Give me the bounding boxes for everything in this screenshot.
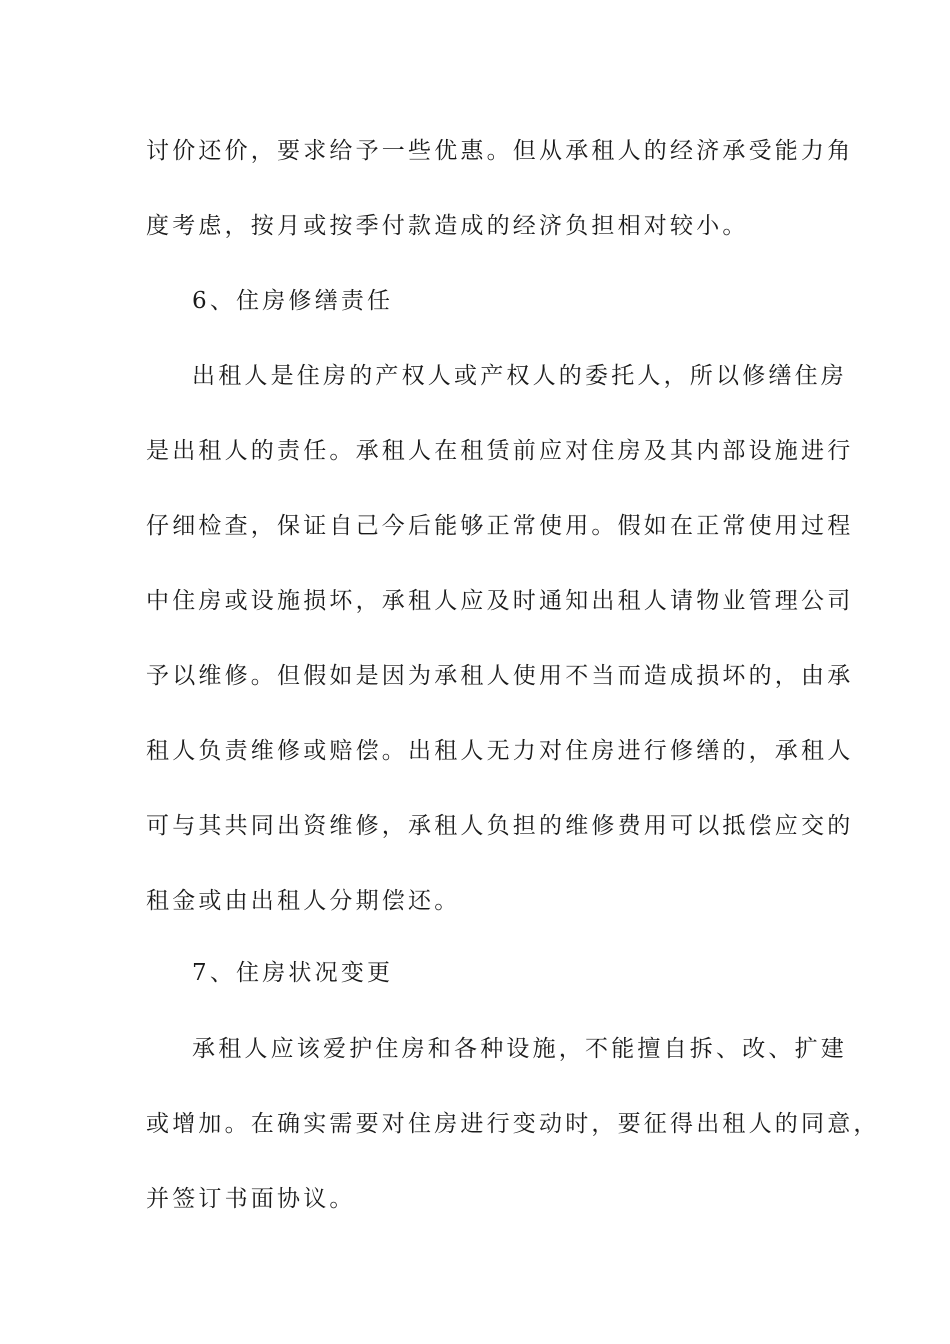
paragraph-line: 租金或由出租人分期偿还。 <box>146 888 461 914</box>
paragraph-line: 出租人是住房的产权人或产权人的委托人，所以修缮住房 <box>192 363 847 389</box>
paragraph-line: 中住房或设施损坏，承租人应及时通知出租人请物业管理公司 <box>146 588 854 614</box>
paragraph-line: 仔细检查，保证自己今后能够正常使用。假如在正常使用过程 <box>146 513 854 539</box>
section-heading: 6、住房修缮责任 <box>192 288 394 314</box>
paragraph-line: 可与其共同出资维修，承租人负担的维修费用可以抵偿应交的 <box>146 813 854 839</box>
paragraph-line: 并签订书面协议。 <box>146 1186 356 1212</box>
paragraph-line: 度考虑，按月或按季付款造成的经济负担相对较小。 <box>146 213 749 239</box>
paragraph-line: 或增加。在确实需要对住房进行变动时，要征得出租人的同意， <box>146 1111 880 1137</box>
paragraph-line: 讨价还价，要求给予一些优惠。但从承租人的经济承受能力角 <box>146 138 854 164</box>
paragraph-line: 予以维修。但假如是因为承租人使用不当而造成损坏的，由承 <box>146 663 854 689</box>
paragraph-line: 是出租人的责任。承租人在租赁前应对住房及其内部设施进行 <box>146 438 854 464</box>
section-heading: 7、住房状况变更 <box>192 960 394 986</box>
paragraph-line: 租人负责维修或赔偿。出租人无力对住房进行修缮的，承租人 <box>146 738 854 764</box>
paragraph-line: 承租人应该爱护住房和各种设施，不能擅自拆、改、扩建 <box>192 1036 847 1062</box>
